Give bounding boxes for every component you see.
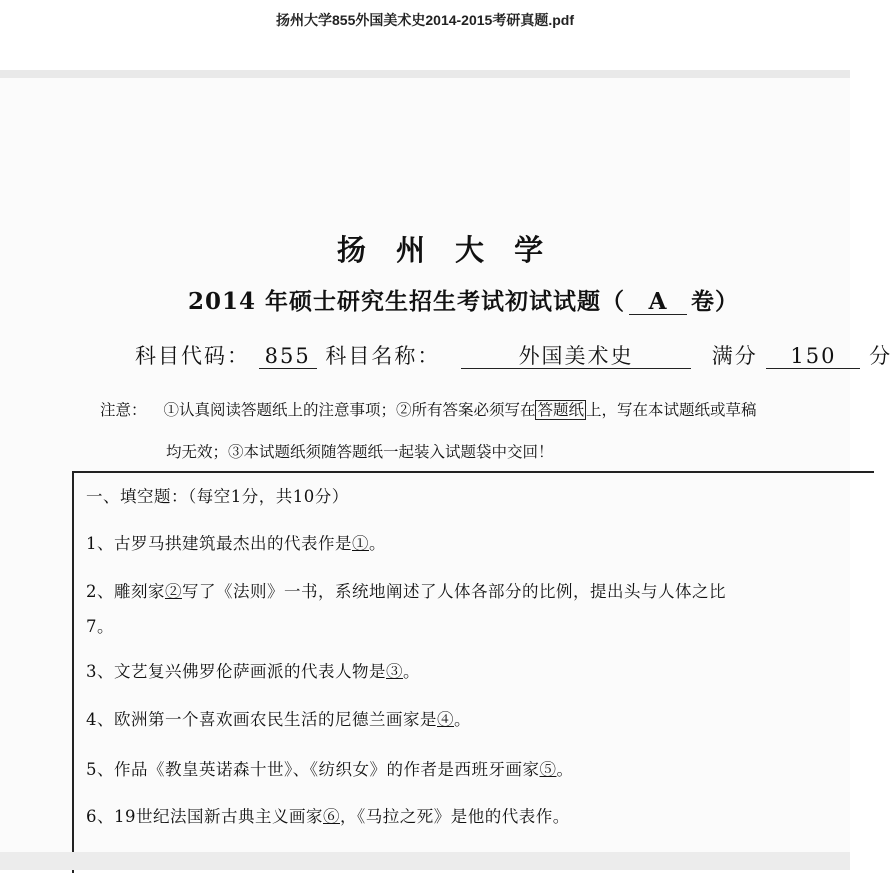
question-text: 1、古罗马拱建筑最杰出的代表作是: [86, 534, 352, 553]
notice-label: 注意：: [100, 401, 147, 419]
blank-marker: ⑤: [539, 760, 557, 779]
notice-text-b: 上，写在本试题纸或草稿: [585, 401, 757, 419]
blank-marker: ①: [352, 534, 369, 553]
question-3: [86, 658, 420, 682]
subject-line: [135, 340, 892, 370]
question-text: 5、作品《教皇英诺森十世》、《纺织女》的作者是西班牙画家: [86, 760, 540, 779]
section-title: 一、填空题：（每空1分，共10分）: [86, 487, 349, 506]
question-text: 4、欧洲第一个喜欢画农民生活的尼德兰画家是: [86, 710, 437, 729]
question-2: [86, 578, 726, 602]
question-text: 6、19世纪法国新古典主义画家: [86, 807, 323, 826]
exam-title: [188, 283, 739, 316]
question-text: 。: [403, 662, 420, 681]
notice-line-1: [100, 398, 757, 420]
pdf-page: [0, 78, 892, 852]
subject-code: 855: [259, 344, 317, 369]
blank-marker: ③: [386, 662, 403, 681]
full-score: 150: [766, 344, 860, 369]
question-text: 3、文艺复兴佛罗伦萨画派的代表人物是: [86, 662, 386, 681]
question-text: 。: [369, 534, 386, 553]
question-5: [86, 756, 574, 780]
blank-marker: ④: [437, 710, 454, 729]
notice-boxed-text: 答题纸: [537, 401, 584, 419]
page-separator-bottom: [0, 852, 850, 870]
exam-title-prefix: 2014 年硕士研究生招生考试初试试题（: [188, 288, 626, 315]
question-text: 写了《法则》一书，系统地阐述了人体各部分的比例，提出头与人体之比: [182, 582, 726, 601]
score-unit: 分: [869, 344, 892, 368]
question-box: [72, 471, 874, 873]
question-text: 。: [454, 710, 471, 729]
blank-marker: ②: [165, 582, 182, 601]
subject-code-label: 科目代码：: [135, 344, 250, 368]
full-score-label: 满分: [711, 344, 758, 368]
question-text: ，《马拉之死》是他的代表作。: [340, 807, 570, 826]
subject-name-label: 科目名称：: [325, 344, 441, 368]
subject-name: 外国美术史: [461, 344, 691, 369]
question-4: [86, 706, 471, 730]
university-name: 扬 州 大 学: [336, 233, 554, 267]
question-2-continued: [86, 613, 114, 637]
blank-marker: ⑥: [323, 807, 340, 826]
question-1: [86, 530, 386, 554]
question-text: 。: [556, 760, 574, 779]
question-text: 7。: [86, 617, 114, 636]
notice-line-2: 均无效；③本试题纸须随答题纸一起装入试题袋中交回！: [166, 443, 554, 461]
document-title: 扬州大学855外国美术史2014-2015考研真题.pdf: [276, 12, 574, 28]
viewer-header: [0, 0, 850, 70]
exam-title-suffix: 卷）: [691, 288, 740, 315]
question-text: 2、雕刻家: [86, 582, 165, 601]
page-separator: [0, 70, 850, 78]
paper-code: A: [629, 290, 687, 315]
notice-text-a: ①认真阅读答题纸上的注意事项；②所有答案必须写在: [163, 401, 536, 419]
question-6: [86, 803, 570, 827]
